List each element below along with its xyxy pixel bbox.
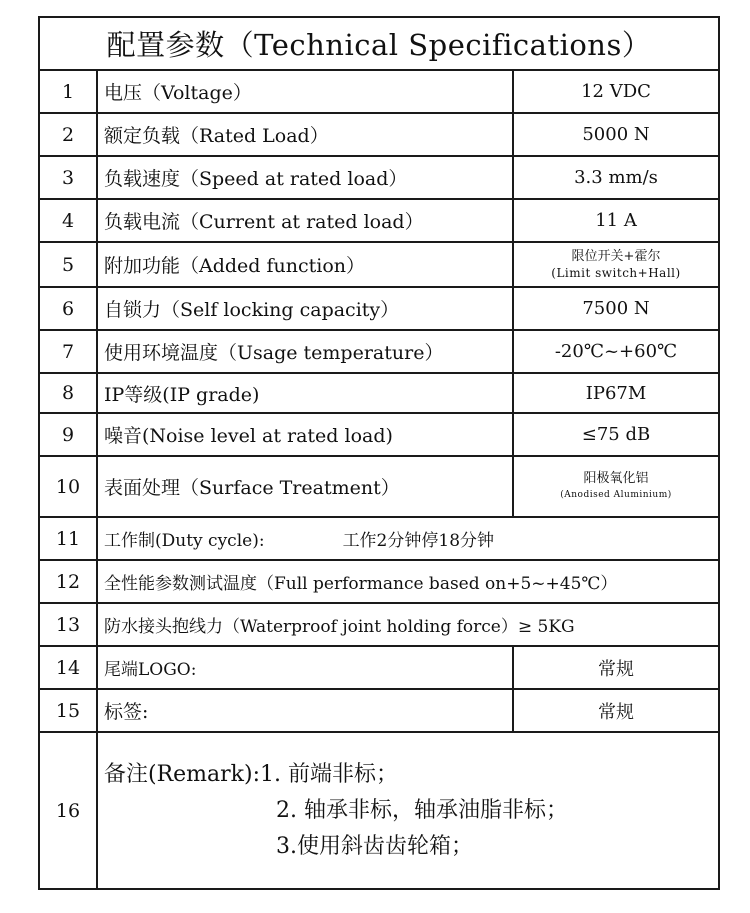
table-row bbox=[39, 456, 719, 517]
row-label: 全性能参数测试温度（Full performance based on+5~+45℃） bbox=[97, 560, 719, 603]
row-label: 尾端LOGO: bbox=[97, 646, 513, 689]
row-label: 标签: bbox=[97, 689, 513, 732]
remark-row bbox=[39, 732, 719, 889]
row-value: 常规 bbox=[513, 689, 719, 732]
row-label: 表面处理（Surface Treatment） bbox=[97, 456, 513, 517]
row-label: 负载速度（Speed at rated load） bbox=[97, 156, 513, 199]
row-value bbox=[513, 242, 719, 287]
row-value: 7500 N bbox=[513, 287, 719, 330]
row-value: 12 VDC bbox=[513, 70, 719, 113]
remark-line: 2. 轴承非标，轴承油脂非标； bbox=[276, 797, 568, 823]
row-number: 1 bbox=[39, 70, 97, 113]
row-label: 防水接头抱线力（Waterproof joint holding force）≥ 5KG bbox=[97, 603, 719, 646]
row-number: 3 bbox=[39, 156, 97, 199]
table-row bbox=[39, 517, 719, 560]
row-number: 14 bbox=[39, 646, 97, 689]
row-number: 8 bbox=[39, 373, 97, 413]
row-value-main: 阳极氧化铝 bbox=[583, 470, 649, 486]
row-number: 2 bbox=[39, 113, 97, 156]
table-row bbox=[39, 560, 719, 603]
table-row bbox=[39, 287, 719, 330]
title-row bbox=[39, 17, 719, 70]
table-row bbox=[39, 242, 719, 287]
row-label: 电压（Voltage） bbox=[97, 70, 513, 113]
row-label: 使用环境温度（Usage temperature） bbox=[97, 330, 513, 373]
row-label: 噪音(Noise level at rated load) bbox=[97, 413, 513, 456]
remark-line: 备注(Remark):1. 前端非标； bbox=[104, 761, 398, 787]
row-label-wide bbox=[97, 517, 719, 560]
row-number: 9 bbox=[39, 413, 97, 456]
row-value: 11 A bbox=[513, 199, 719, 242]
table-row bbox=[39, 413, 719, 456]
row-value: 工作2分钟停18分钟 bbox=[342, 531, 495, 551]
row-label: 额定负载（Rated Load） bbox=[97, 113, 513, 156]
row-number: 5 bbox=[39, 242, 97, 287]
row-value-sub: (Limit switch+Hall) bbox=[551, 265, 681, 280]
row-number: 4 bbox=[39, 199, 97, 242]
row-number: 12 bbox=[39, 560, 97, 603]
table-row bbox=[39, 113, 719, 156]
table-row bbox=[39, 199, 719, 242]
remark-line: 3.使用斜齿齿轮箱； bbox=[276, 833, 473, 859]
row-number: 11 bbox=[39, 517, 97, 560]
table-row bbox=[39, 646, 719, 689]
table-row bbox=[39, 330, 719, 373]
row-value: IP67M bbox=[513, 373, 719, 413]
row-value: 常规 bbox=[513, 646, 719, 689]
table-row bbox=[39, 689, 719, 732]
row-value-sub: (Anodised Aluminium) bbox=[560, 489, 672, 500]
table-row bbox=[39, 156, 719, 199]
row-label: IP等级(IP grade) bbox=[97, 373, 513, 413]
remark-cell bbox=[97, 732, 719, 889]
row-number: 15 bbox=[39, 689, 97, 732]
table-title: 配置参数（Technical Specifications） bbox=[39, 17, 719, 70]
row-number: 6 bbox=[39, 287, 97, 330]
row-value: ≤75 dB bbox=[513, 413, 719, 456]
row-value bbox=[513, 456, 719, 517]
table-row bbox=[39, 373, 719, 413]
spec-table bbox=[38, 16, 720, 890]
row-label: 附加功能（Added function） bbox=[97, 242, 513, 287]
row-number: 13 bbox=[39, 603, 97, 646]
row-value: 3.3 mm/s bbox=[513, 156, 719, 199]
row-value-main: 限位开关+霍尔 bbox=[571, 248, 661, 264]
row-label: 负载电流（Current at rated load） bbox=[97, 199, 513, 242]
row-number: 16 bbox=[39, 732, 97, 889]
row-label: 自锁力（Self locking capacity） bbox=[97, 287, 513, 330]
table-row bbox=[39, 603, 719, 646]
row-value: -20℃~+60℃ bbox=[513, 330, 719, 373]
row-label: 工作制(Duty cycle): bbox=[104, 531, 265, 551]
row-value: 5000 N bbox=[513, 113, 719, 156]
row-number: 7 bbox=[39, 330, 97, 373]
row-number: 10 bbox=[39, 456, 97, 517]
table-row bbox=[39, 70, 719, 113]
